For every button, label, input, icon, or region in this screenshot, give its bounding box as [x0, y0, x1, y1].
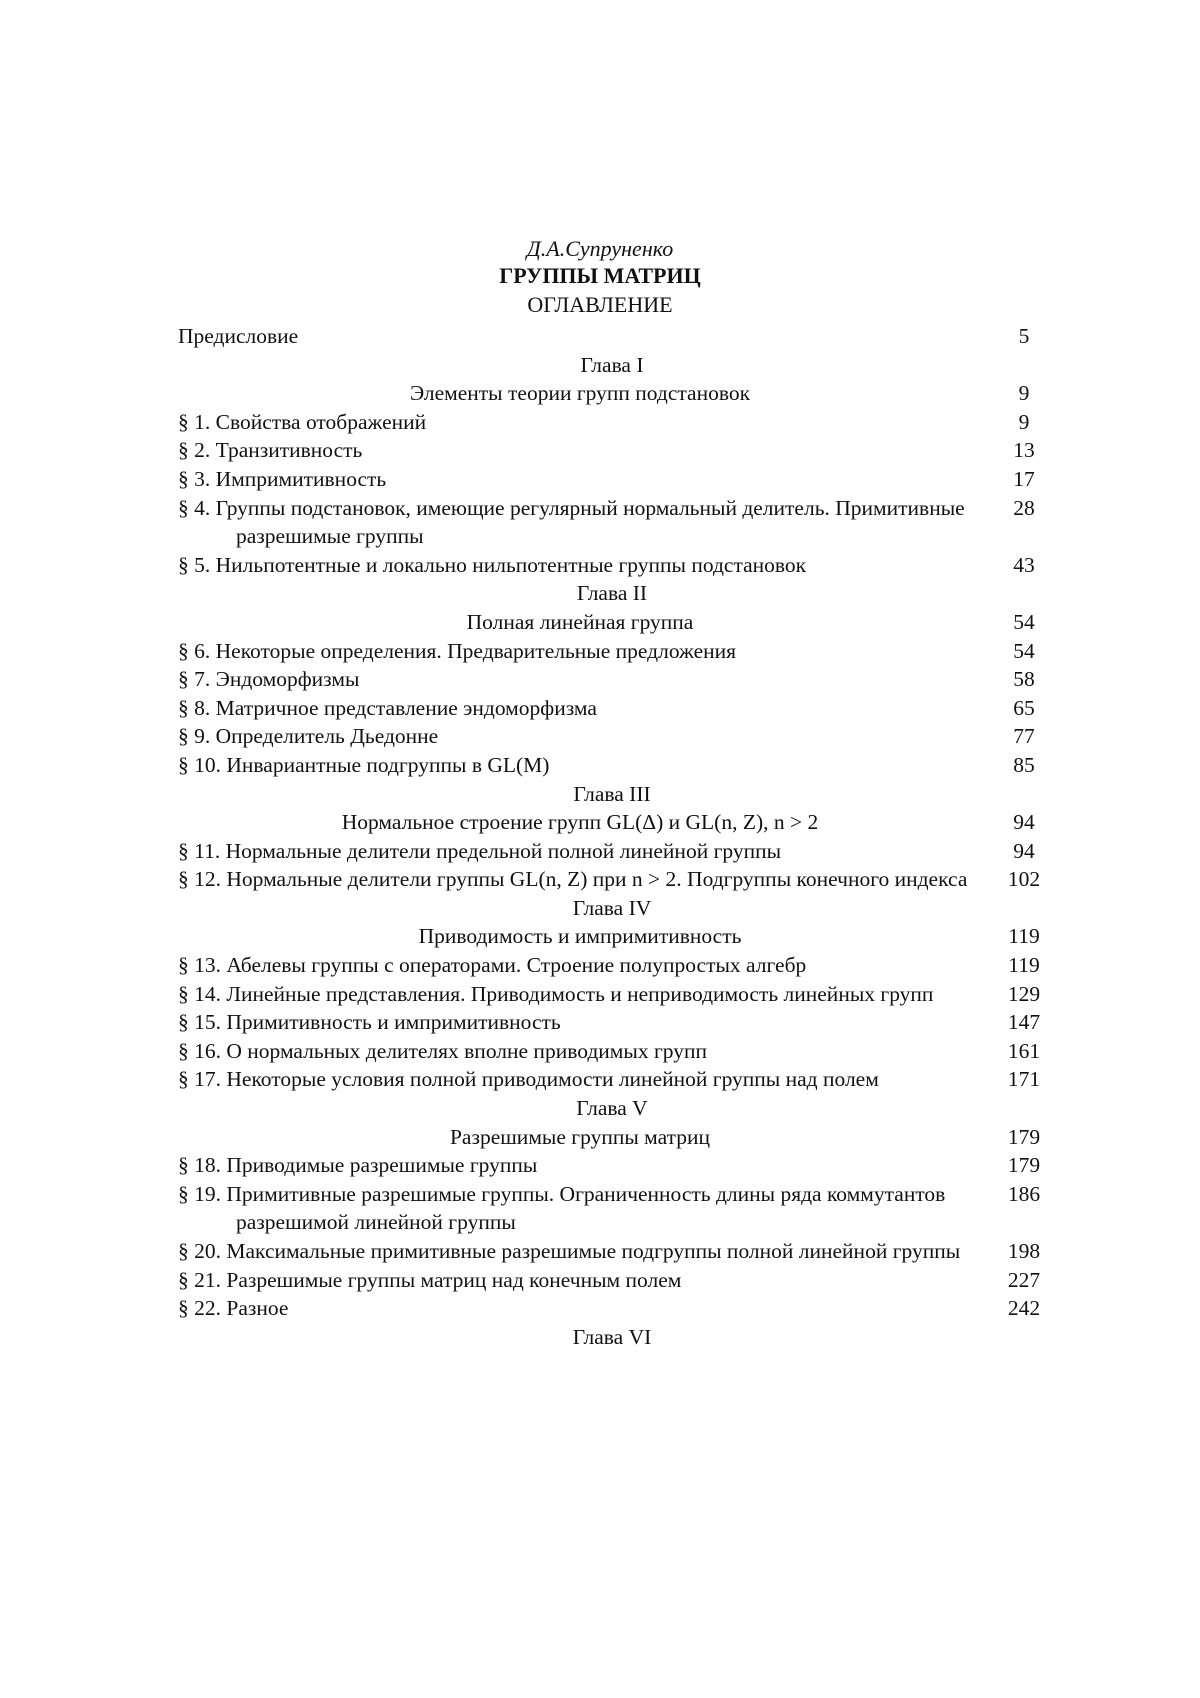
toc-entry — [178, 1008, 1046, 1037]
toc-entry — [178, 1065, 1046, 1094]
toc-page-number: 179 — [1002, 1123, 1046, 1152]
toc-entry-text: § 14. Линейные представления. Приводимость и неприводимость линейных групп — [178, 980, 1002, 1009]
toc-page-number: 58 — [1002, 665, 1046, 694]
chapter-heading-text: Глава V — [178, 1094, 1046, 1123]
toc-entry-text: § 11. Нормальные делители предельной полной линейной группы — [178, 837, 1002, 866]
toc-page-number: 43 — [1002, 551, 1046, 580]
toc-page-number: 171 — [1002, 1065, 1046, 1094]
toc-entry — [178, 465, 1046, 494]
toc-page-number: 227 — [1002, 1266, 1046, 1295]
toc-page-number: 147 — [1002, 1008, 1046, 1037]
toc-entry — [178, 408, 1046, 437]
chapter-heading-text: Глава I — [178, 351, 1046, 380]
chapter-title-row — [178, 1123, 1046, 1152]
toc-entry-text: § 22. Разное — [178, 1294, 1002, 1323]
toc-page-number: 186 — [1002, 1180, 1046, 1209]
toc-entry — [178, 1037, 1046, 1066]
toc-entry-text: § 7. Эндоморфизмы — [178, 665, 1002, 694]
toc-entry-text: § 17. Некоторые условия полной приводимости линейной группы над полем — [178, 1065, 1002, 1094]
toc-page-number: 119 — [1002, 951, 1046, 980]
toc-page-number: 54 — [1002, 608, 1046, 637]
toc-entry-text: Приводимость и импримитивность — [178, 922, 1002, 951]
toc-page-number: 5 — [1002, 322, 1046, 351]
toc-page-number: 65 — [1002, 694, 1046, 723]
toc-entry — [178, 1294, 1046, 1323]
chapter-heading — [178, 894, 1046, 923]
toc-page-number: 85 — [1002, 751, 1046, 780]
chapter-heading-text: Глава II — [178, 579, 1046, 608]
toc-entry — [178, 722, 1046, 751]
toc-page-number: 13 — [1002, 436, 1046, 465]
chapter-title-row — [178, 608, 1046, 637]
chapter-heading — [178, 780, 1046, 809]
chapter-title-row — [178, 379, 1046, 408]
toc-entry — [178, 951, 1046, 980]
author-name: Д.А.Супруненко — [0, 236, 1200, 262]
chapter-heading-text: Глава III — [178, 780, 1046, 809]
toc-entry-text: § 4. Группы подстановок, имеющие регулярный нормальный делитель. Примитивные разрешимые группы — [178, 494, 1002, 551]
toc-page-number: 102 — [1002, 865, 1046, 894]
toc-entry — [178, 637, 1046, 666]
toc-entry — [178, 865, 1046, 894]
toc-entry — [178, 1180, 1046, 1237]
toc-entry — [178, 665, 1046, 694]
toc-page-number: 9 — [1002, 379, 1046, 408]
toc-entry-text: § 5. Нильпотентные и локально нильпотентные группы подстановок — [178, 551, 1002, 580]
toc-entry — [178, 1266, 1046, 1295]
toc-page-number: 17 — [1002, 465, 1046, 494]
toc-entry-text: § 19. Примитивные разрешимые группы. Ограниченность длины ряда коммутантов разрешимой линейной группы — [178, 1180, 1002, 1237]
toc-page-number: 94 — [1002, 808, 1046, 837]
toc-page-number: 28 — [1002, 494, 1046, 523]
chapter-heading — [178, 579, 1046, 608]
toc-page-number: 161 — [1002, 1037, 1046, 1066]
chapter-heading — [178, 1323, 1046, 1352]
toc-entry-text: Разрешимые группы матриц — [178, 1123, 1002, 1152]
toc-page-number: 179 — [1002, 1151, 1046, 1180]
toc-entry-text: § 12. Нормальные делители группы GL(n, Z) при n > 2. Подгруппы конечного индекса — [178, 865, 1002, 894]
toc-entry-text: § 20. Максимальные примитивные разрешимые подгруппы полной линейной группы — [178, 1237, 1002, 1266]
toc-entry-text: Элементы теории групп подстановок — [178, 379, 1002, 408]
toc-entry-text: § 1. Свойства отображений — [178, 408, 1002, 437]
chapter-heading — [178, 1094, 1046, 1123]
toc-entry-text: Предисловие — [178, 322, 1002, 351]
toc-entry — [178, 551, 1046, 580]
chapter-heading — [178, 351, 1046, 380]
toc-entry — [178, 837, 1046, 866]
toc-page-number: 54 — [1002, 637, 1046, 666]
toc-entry — [178, 751, 1046, 780]
book-title: ГРУППЫ МАТРИЦ — [0, 263, 1200, 289]
toc-entry — [178, 322, 1046, 351]
document-page — [0, 0, 1200, 1698]
toc-entry-text: § 6. Некоторые определения. Предварительные предложения — [178, 637, 1002, 666]
chapter-heading-text: Глава IV — [178, 894, 1046, 923]
toc-entry — [178, 980, 1046, 1009]
toc-page-number: 94 — [1002, 837, 1046, 866]
chapter-heading-text: Глава VI — [178, 1323, 1046, 1352]
toc-entry — [178, 436, 1046, 465]
toc-entry — [178, 494, 1046, 551]
toc-page-number: 77 — [1002, 722, 1046, 751]
chapter-title-row — [178, 922, 1046, 951]
toc-entry-text: § 3. Импримитивность — [178, 465, 1002, 494]
toc-entry-text: § 15. Примитивность и импримитивность — [178, 1008, 1002, 1037]
toc-page-number: 129 — [1002, 980, 1046, 1009]
toc-entry — [178, 1151, 1046, 1180]
toc-page-number: 119 — [1002, 922, 1046, 951]
toc-entry-text: Нормальное строение групп GL(Δ) и GL(n, Z), n > 2 — [178, 808, 1002, 837]
toc-entry-text: § 21. Разрешимые группы матриц над конечным полем — [178, 1266, 1002, 1295]
toc-entry — [178, 694, 1046, 723]
toc-entry-text: § 8. Матричное представление эндоморфизма — [178, 694, 1002, 723]
table-of-contents-heading: ОГЛАВЛЕНИЕ — [0, 292, 1200, 318]
toc-entry-text: Полная линейная группа — [178, 608, 1002, 637]
table-of-contents — [178, 322, 1046, 1351]
toc-entry-text: § 16. О нормальных делителях вполне приводимых групп — [178, 1037, 1002, 1066]
toc-entry-text: § 9. Определитель Дьедонне — [178, 722, 1002, 751]
toc-page-number: 242 — [1002, 1294, 1046, 1323]
toc-page-number: 198 — [1002, 1237, 1046, 1266]
toc-entry-text: § 13. Абелевы группы с операторами. Строение полупростых алгебр — [178, 951, 1002, 980]
toc-entry-text: § 10. Инвариантные подгруппы в GL(M) — [178, 751, 1002, 780]
toc-entry-text: § 18. Приводимые разрешимые группы — [178, 1151, 1002, 1180]
toc-page-number: 9 — [1002, 408, 1046, 437]
chapter-title-row — [178, 808, 1046, 837]
toc-entry-text: § 2. Транзитивность — [178, 436, 1002, 465]
toc-entry — [178, 1237, 1046, 1266]
